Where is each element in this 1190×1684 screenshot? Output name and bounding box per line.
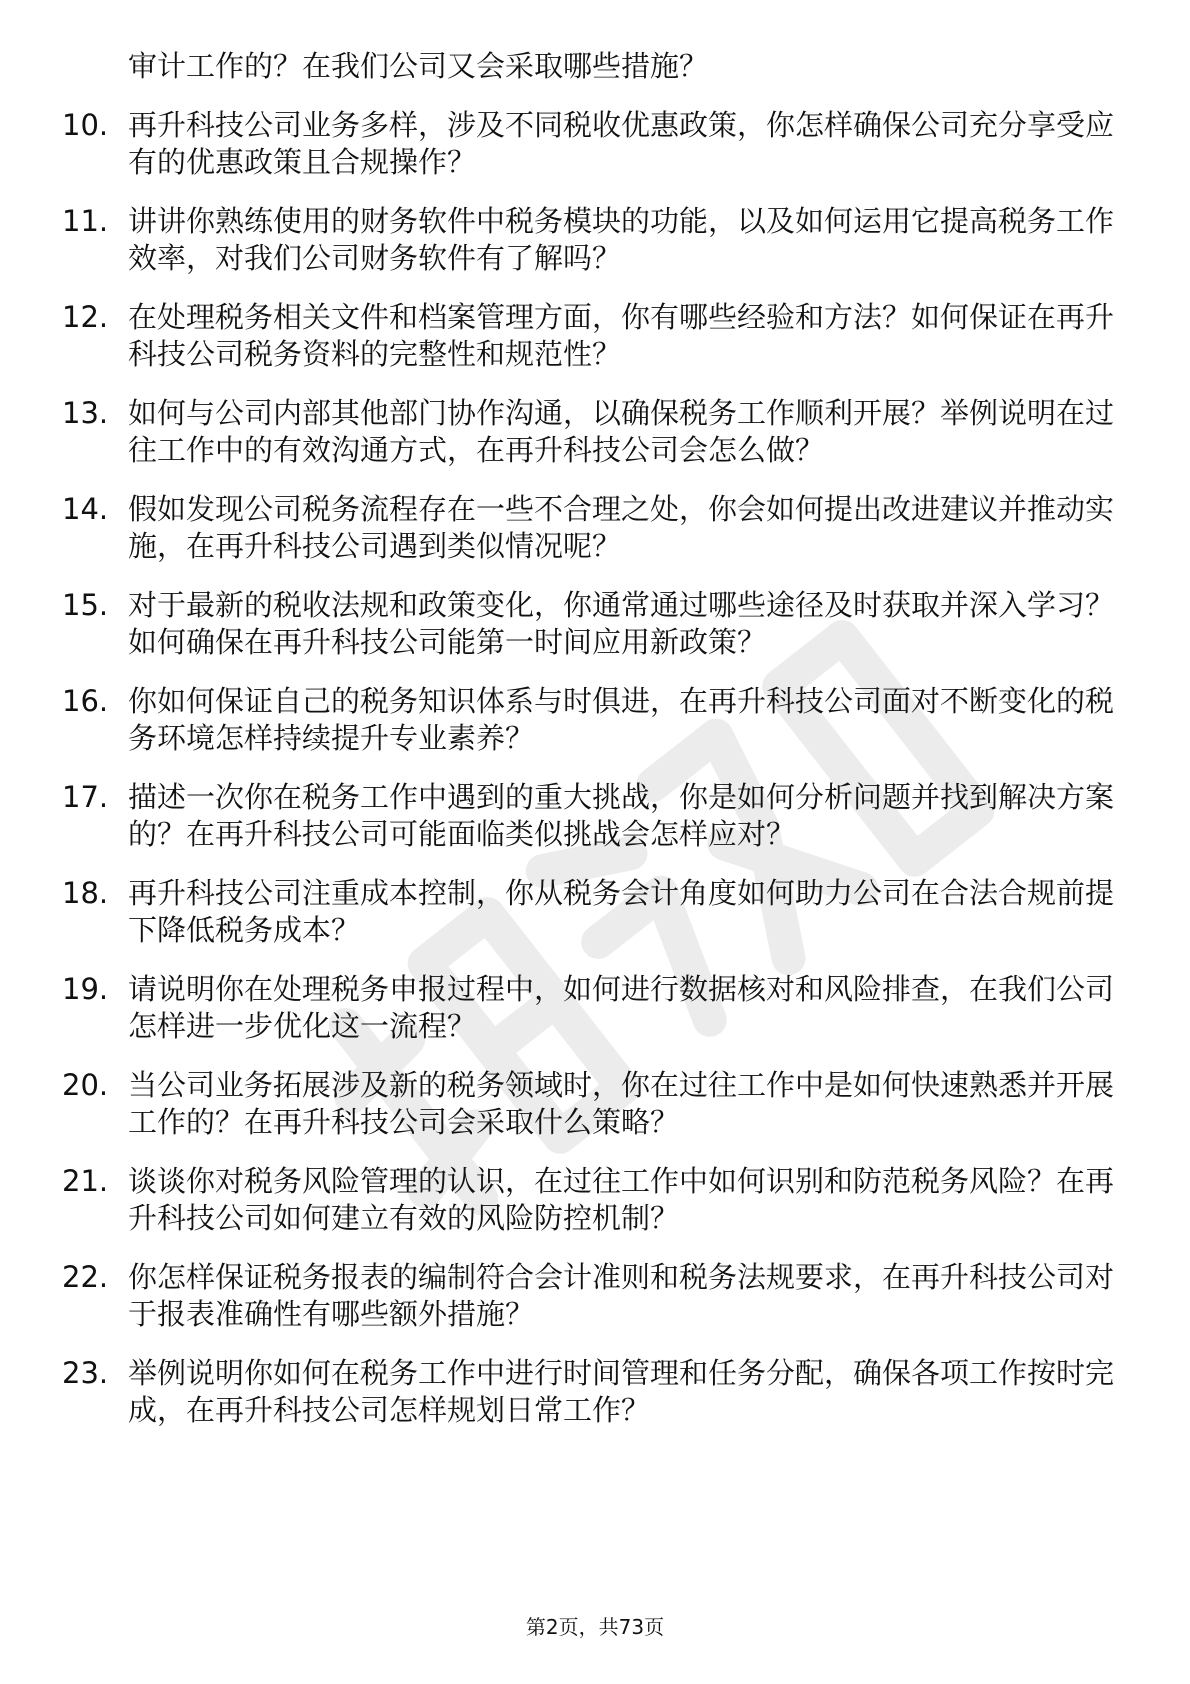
list-item <box>62 1163 1122 1237</box>
list-item <box>62 683 1122 757</box>
continued-question-text: 审计工作的？在我们公司又会采取哪些措施？ <box>128 49 709 83</box>
question-number: 13. <box>62 396 109 430</box>
list-item <box>62 1355 1122 1429</box>
question-number: 10. <box>62 108 109 142</box>
question-number: 11. <box>62 204 109 238</box>
question-number: 12. <box>62 300 109 334</box>
list-item <box>62 107 1122 181</box>
question-text: 如何与公司内部其他部门协作沟通，以确保税务工作顺利开展？举例说明在过往工作中的有效沟通方式，在再升科技公司会怎么做？ <box>128 396 1115 467</box>
list-item <box>62 1067 1122 1141</box>
question-number: 21. <box>62 1164 109 1198</box>
list-item <box>62 395 1122 469</box>
question-text: 再升科技公司业务多样，涉及不同税收优惠政策，你怎样确保公司充分享受应有的优惠政策且合规操作？ <box>128 108 1115 179</box>
question-number: 17. <box>62 780 109 814</box>
question-text: 你如何保证自己的税务知识体系与时俱进，在再升科技公司面对不断变化的税务环境怎样持续提升专业素养？ <box>128 684 1115 755</box>
list-item <box>62 299 1122 373</box>
list-item <box>62 203 1122 277</box>
page-number-footer: 第2页，共73页 <box>525 1615 665 1639</box>
question-number: 19. <box>62 972 109 1006</box>
question-number: 23. <box>62 1356 109 1390</box>
question-text: 当公司业务拓展涉及新的税务领域时，你在过往工作中是如何快速熟悉并开展工作的？在再升科技公司会采取什么策略？ <box>128 1068 1115 1139</box>
list-item <box>62 875 1122 949</box>
question-text: 讲讲你熟练使用的财务软件中税务模块的功能，以及如何运用它提高税务工作效率，对我们公司财务软件有了解吗？ <box>128 204 1115 275</box>
question-number: 20. <box>62 1068 109 1102</box>
question-text: 谈谈你对税务风险管理的认识，在过往工作中如何识别和防范税务风险？在再升科技公司如何建立有效的风险防控机制？ <box>128 1164 1115 1235</box>
question-text: 对于最新的税收法规和政策变化，你通常通过哪些途径及时获取并深入学习？如何确保在再升科技公司能第一时间应用新政策？ <box>128 588 1115 659</box>
question-text: 假如发现公司税务流程存在一些不合理之处，你会如何提出改进建议并推动实施，在再升科技公司遇到类似情况呢？ <box>128 492 1115 563</box>
question-number: 22. <box>62 1260 109 1294</box>
question-text: 请说明你在处理税务申报过程中，如何进行数据核对和风险排查，在我们公司怎样进一步优化这一流程？ <box>128 972 1115 1043</box>
question-number: 15. <box>62 588 109 622</box>
question-text: 描述一次你在税务工作中遇到的重大挑战，你是如何分析问题并找到解决方案的？在再升科技公司可能面临类似挑战会怎样应对？ <box>128 780 1115 851</box>
question-text: 再升科技公司注重成本控制，你从税务会计角度如何助力公司在合法合规前提下降低税务成本？ <box>128 876 1115 947</box>
question-number: 18. <box>62 876 109 910</box>
list-item <box>62 587 1122 661</box>
question-list <box>62 48 1122 1451</box>
list-item <box>62 1259 1122 1333</box>
question-text: 你怎样保证税务报表的编制符合会计准则和税务法规要求，在再升科技公司对于报表准确性有哪些额外措施？ <box>128 1260 1115 1331</box>
list-item <box>62 491 1122 565</box>
question-text: 在处理税务相关文件和档案管理方面，你有哪些经验和方法？如何保证在再升科技公司税务资料的完整性和规范性？ <box>128 300 1115 371</box>
list-item <box>62 779 1122 853</box>
question-number: 14. <box>62 492 109 526</box>
list-item <box>62 971 1122 1045</box>
question-number: 16. <box>62 684 109 718</box>
question-text: 举例说明你如何在税务工作中进行时间管理和任务分配，确保各项工作按时完成，在再升科技公司怎样规划日常工作？ <box>128 1356 1115 1427</box>
